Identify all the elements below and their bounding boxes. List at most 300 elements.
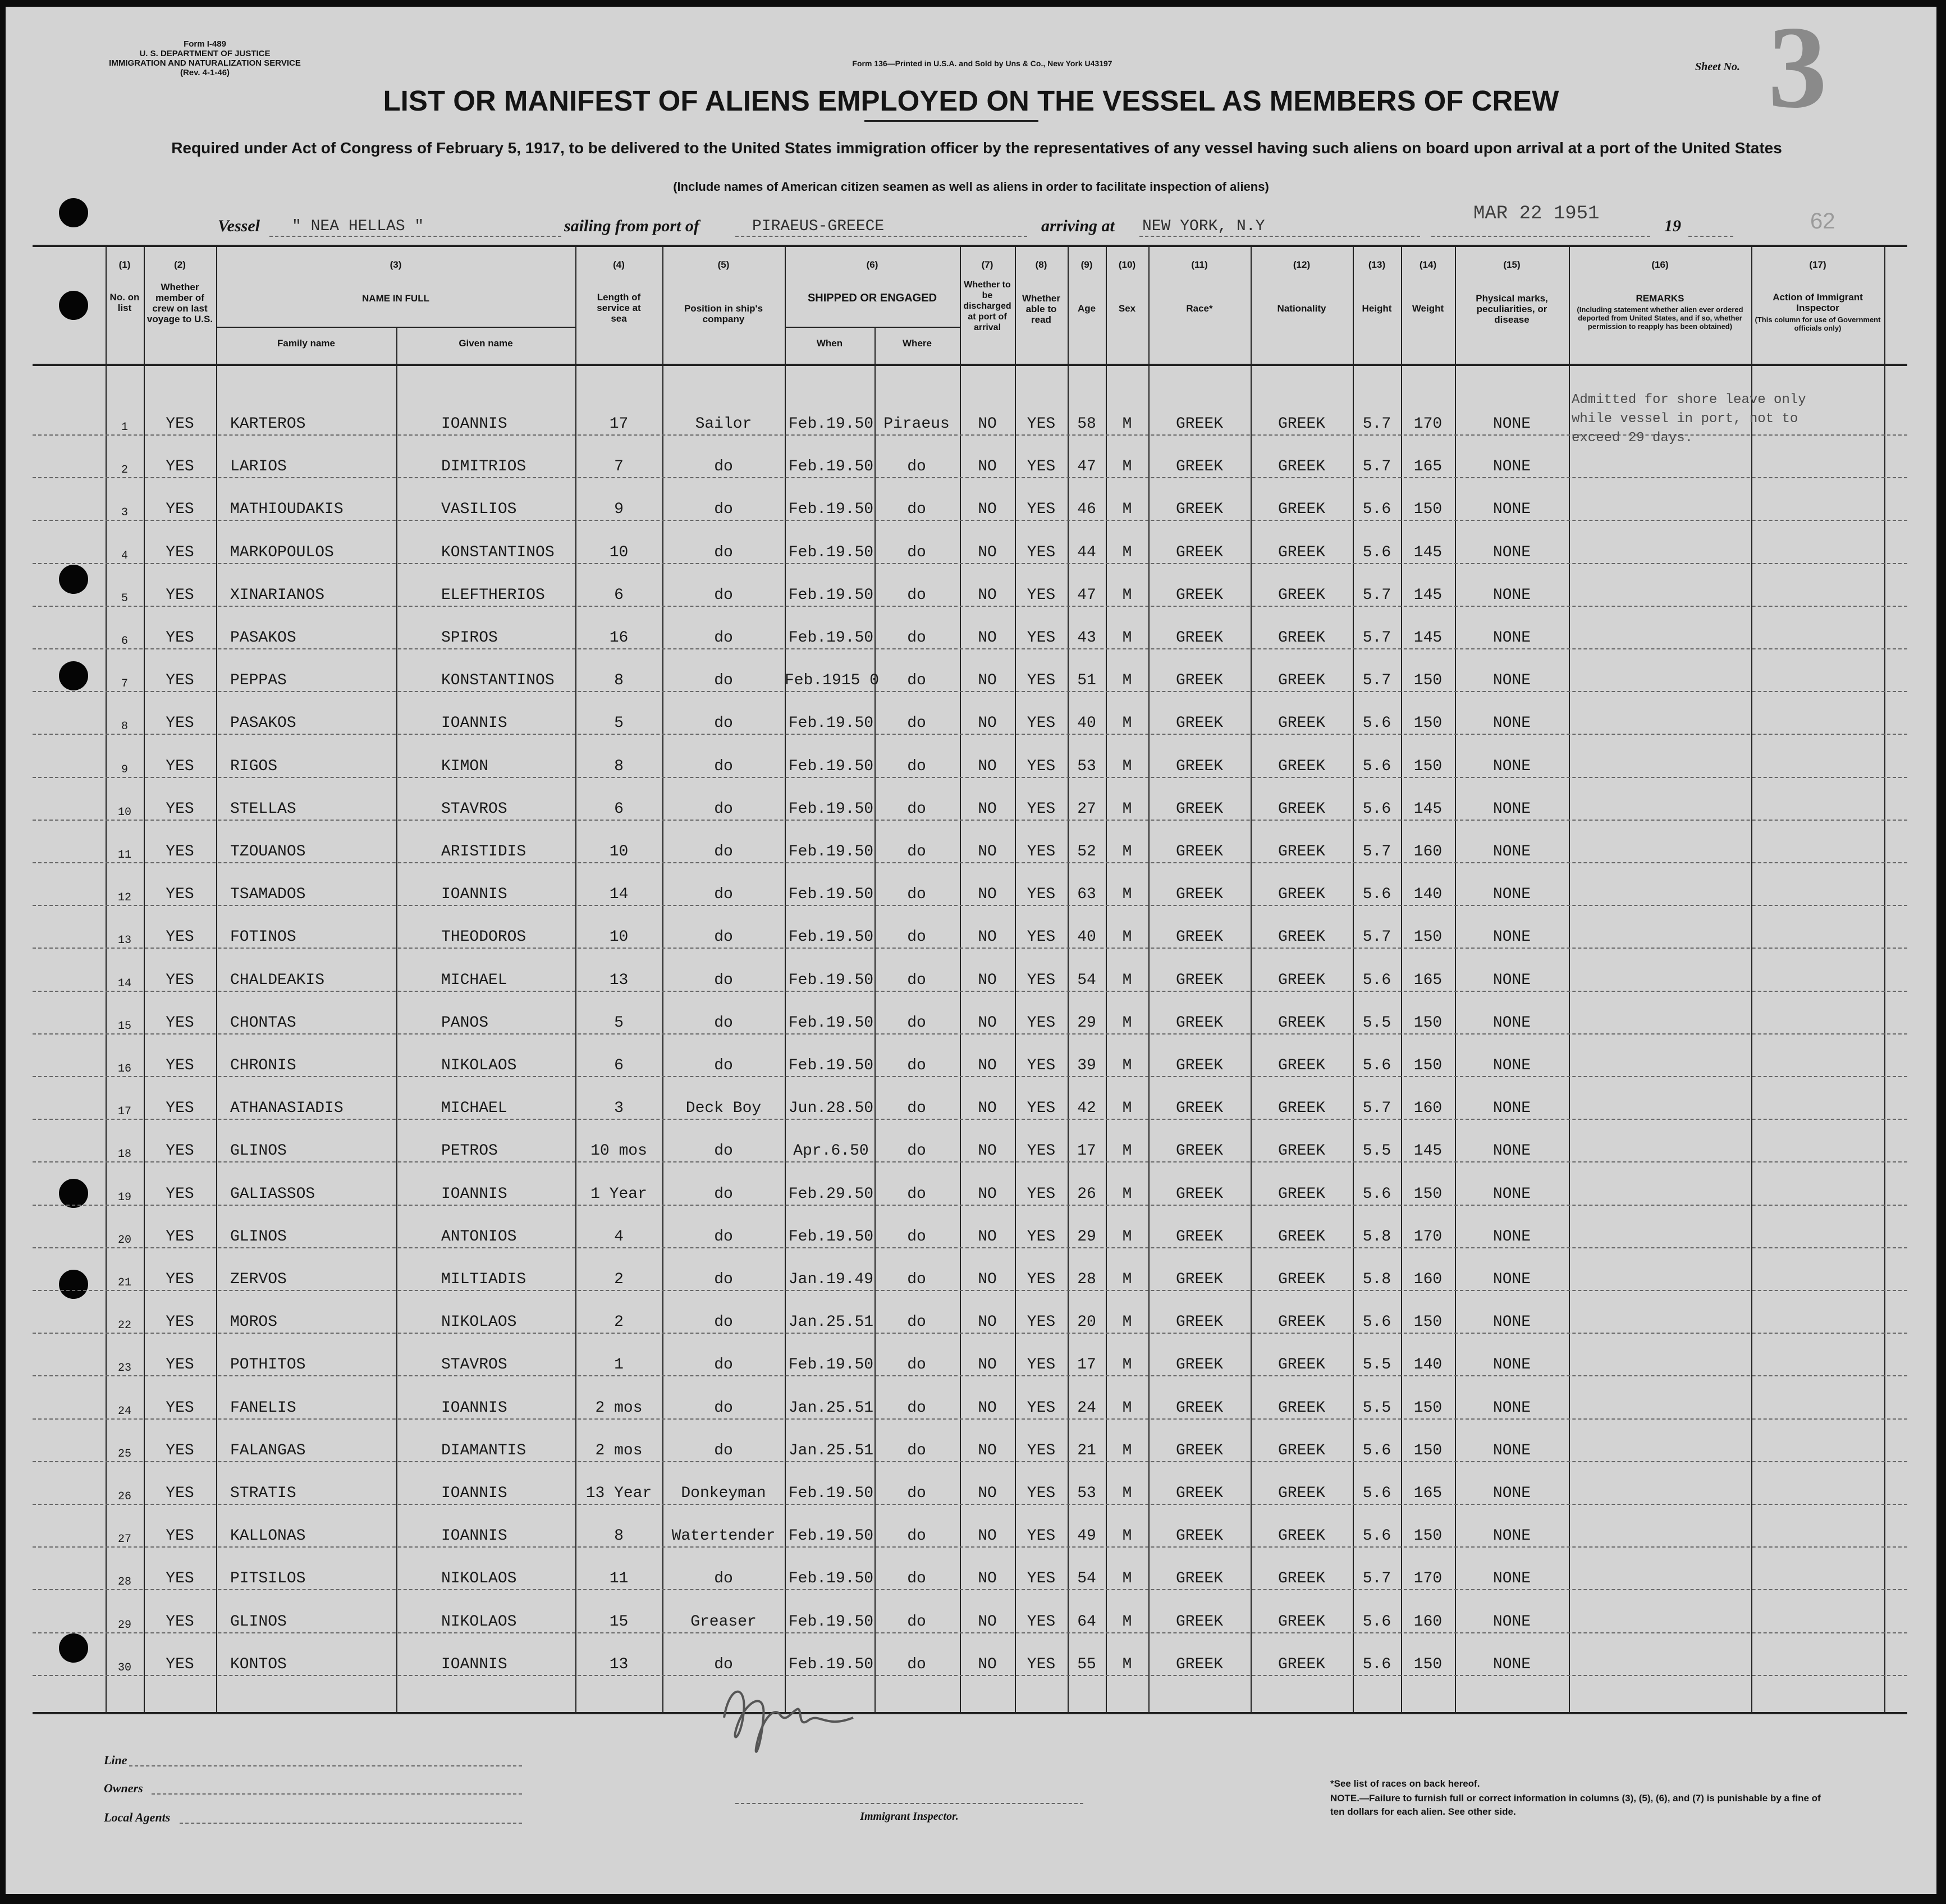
footer-owners-label: Owners [104,1781,143,1795]
race: GREEK [1175,1313,1223,1331]
given-name: ANTONIOS [441,1228,517,1246]
race: GREEK [1175,544,1223,561]
age: 53 [1077,758,1096,775]
vessel-name: " NEA HELLAS " [292,218,424,235]
nationality: GREEK [1278,415,1325,433]
crew-last-voyage: YES [166,758,194,775]
length-of-service: 9 [614,501,624,518]
discharged: NO [978,1656,997,1673]
able-to-read: YES [1027,458,1056,475]
ship-position: do [714,928,733,946]
height: 5.7 [1362,458,1391,475]
sex: M [1122,843,1132,861]
race: GREEK [1175,843,1223,861]
weight: 170 [1413,1570,1443,1587]
age: 49 [1077,1527,1096,1545]
table-row [0,1435,1946,1478]
ship-position: Watertender [671,1527,776,1545]
physical-marks: NONE [1492,544,1531,561]
physical-marks: NONE [1492,1186,1531,1203]
shipped-where: do [907,800,926,818]
shipped-where: do [907,1485,926,1502]
row-rule [33,1119,1907,1120]
race: GREEK [1175,972,1223,989]
family-name: TZOUANOS [230,843,306,861]
table-row [0,1393,1946,1435]
family-name: TSAMADOS [230,886,306,903]
family-name: PEPPAS [230,672,287,689]
age: 29 [1077,1014,1096,1032]
nationality: GREEK [1278,1057,1325,1074]
ship-position: do [714,843,733,861]
row-rule [33,520,1907,521]
given-name: NIKOLAOS [441,1570,517,1587]
discharged: NO [978,1313,997,1331]
table-row [0,665,1946,708]
age: 20 [1077,1313,1096,1331]
physical-marks: NONE [1492,1485,1531,1502]
crew-last-voyage: YES [166,1186,194,1203]
discharged: NO [978,458,997,475]
age: 43 [1077,629,1096,647]
shipped-when: Feb.19.50 [788,629,874,647]
row-number: 11 [117,849,131,862]
col17-header: Action of Immigrant Inspector [1773,292,1863,313]
row-rule [33,1161,1907,1162]
col2-number: (2) [174,259,186,270]
sheet-number: 3 [1768,2,1827,132]
table-bottom-rule [33,1712,1907,1714]
col4-number: (4) [613,259,625,270]
able-to-read: YES [1027,1356,1056,1374]
age: 28 [1077,1271,1096,1288]
row-number: 27 [117,1533,131,1546]
shipped-when: Feb.19.50 [788,1527,874,1545]
age: 29 [1077,1228,1096,1246]
able-to-read: YES [1027,1485,1056,1502]
given-name: MICHAEL [441,972,507,989]
weight: 160 [1413,843,1443,861]
family-name: MARKOPOULOS [230,544,334,561]
age: 17 [1077,1356,1096,1374]
sex: M [1122,1186,1132,1203]
age: 54 [1077,972,1096,989]
table-row [0,1349,1946,1392]
length-of-service: 5 [614,715,624,732]
shipped-where: do [907,458,926,475]
race: GREEK [1175,758,1223,775]
row-rule [33,1589,1907,1590]
shipped-where: do [907,758,926,775]
table-row [0,1093,1946,1136]
discharged: NO [978,1186,997,1203]
col4-header: Length of service at sea [597,292,641,324]
row-rule [33,1546,1907,1548]
col2-header: Whether member of crew on last voyage to U.S. [146,282,213,324]
weight: 150 [1413,1656,1443,1673]
ship-position: do [714,501,733,518]
weight: 145 [1413,800,1443,818]
length-of-service: 2 [614,1271,624,1288]
margin-mark: 62 [1810,209,1835,234]
ship-position: do [714,1014,733,1032]
height: 5.7 [1362,843,1391,861]
discharged: NO [978,843,997,861]
crew-last-voyage: YES [166,1613,194,1631]
row-rule [33,777,1907,778]
able-to-read: YES [1027,501,1056,518]
crew-last-voyage: YES [166,1313,194,1331]
nationality: GREEK [1278,1142,1325,1160]
age: 63 [1077,886,1096,903]
shipped-where: do [907,1399,926,1417]
sex: M [1122,458,1132,475]
row-number: 12 [117,891,131,904]
table-row [0,965,1946,1008]
length-of-service: 2 [614,1313,624,1331]
nationality: GREEK [1278,1527,1325,1545]
family-name: STRATIS [230,1485,296,1502]
race: GREEK [1175,715,1223,732]
shipped-when: Feb.19.50 [788,1228,874,1246]
given-name: THEODOROS [441,928,526,946]
table-row [0,1521,1946,1563]
weight: 145 [1413,629,1443,647]
physical-marks: NONE [1492,629,1531,647]
shipped-when: Feb.19.50 [788,1057,874,1074]
race: GREEK [1175,800,1223,818]
shipped-when: Feb.19.50 [788,886,874,903]
col3-header: NAME IN FULL [362,293,429,304]
family-name: PASAKOS [230,629,296,647]
weight: 170 [1413,415,1443,433]
height: 5.6 [1362,1613,1391,1631]
age: 39 [1077,1057,1096,1074]
shipped-where: do [907,886,926,903]
given-name: SPIROS [441,629,498,647]
subnote: (Include names of American citizen seamen as well as aliens in order to facilitate inspection of aliens) [673,180,1269,194]
discharged: NO [978,629,997,647]
height: 5.7 [1362,1570,1391,1587]
height: 5.6 [1362,972,1391,989]
weight: 150 [1413,715,1443,732]
discharged: NO [978,1100,997,1117]
row-rule [33,477,1907,478]
vessel-rule [269,236,561,237]
family-name: MOROS [230,1313,278,1331]
footer-agents-label: Local Agents [104,1810,171,1824]
family-name: ZERVOS [230,1271,287,1288]
physical-marks: NONE [1492,1100,1531,1117]
nationality: GREEK [1278,1228,1325,1246]
row-rule [33,1033,1907,1035]
sex: M [1122,1570,1132,1587]
punch-hole [59,291,88,320]
table-row [0,1264,1946,1307]
sex: M [1122,886,1132,903]
table-row [0,1136,1946,1178]
weight: 150 [1413,501,1443,518]
row-number: 15 [117,1020,131,1033]
discharged: NO [978,1485,997,1502]
able-to-read: YES [1027,1100,1056,1117]
discharged: NO [978,928,997,946]
crew-last-voyage: YES [166,415,194,433]
row-rule [33,948,1907,949]
weight: 160 [1413,1271,1443,1288]
col5-number: (5) [717,259,730,270]
age: 54 [1077,1570,1096,1587]
ship-position: Donkeyman [681,1485,766,1502]
table-row [0,794,1946,836]
physical-marks: NONE [1492,758,1531,775]
discharged: NO [978,672,997,689]
weight: 165 [1413,458,1443,475]
family-name: FOTINOS [230,928,296,946]
able-to-read: YES [1027,1442,1056,1459]
given-name: MILTIADIS [441,1271,526,1288]
physical-marks: NONE [1492,672,1531,689]
ship-position: do [714,1399,733,1417]
row-rule [33,1205,1907,1206]
able-to-read: YES [1027,1271,1056,1288]
footer-line-rule [129,1765,522,1766]
family-name: FANELIS [230,1399,296,1417]
race: GREEK [1175,501,1223,518]
col16-subheader: (Including statement whether alien ever ordered deported from United States, and if so, whether permission to reapply has been obtained) [1577,305,1743,331]
weight: 150 [1413,928,1443,946]
crew-last-voyage: YES [166,458,194,475]
height: 5.6 [1362,1057,1391,1074]
sheet-label: Sheet No. [1695,61,1740,73]
height: 5.8 [1362,1228,1391,1246]
shipped-when: Jan.19.49 [788,1271,874,1288]
crew-last-voyage: YES [166,715,194,732]
given-name: IOANNIS [441,1527,507,1545]
height: 5.7 [1362,1100,1391,1117]
row-rule [33,1504,1907,1505]
table-row [0,1563,1946,1606]
col16-number: (16) [1651,259,1669,270]
discharged: NO [978,972,997,989]
nationality: GREEK [1278,1656,1325,1673]
sex: M [1122,544,1132,561]
physical-marks: NONE [1492,1399,1531,1417]
sex: M [1122,629,1132,647]
shipped-where: do [907,1613,926,1631]
crew-last-voyage: YES [166,800,194,818]
nationality: GREEK [1278,758,1325,775]
shipped-where: do [907,1057,926,1074]
shipped-where: do [907,1356,926,1374]
vessel-label: Vessel [218,217,260,235]
nationality: GREEK [1278,458,1325,475]
length-of-service: 17 [609,415,629,433]
length-of-service: 13 [609,972,629,989]
col8-header: Whether able to read [1022,293,1060,325]
row-number: 30 [117,1662,131,1674]
ship-position: do [714,1656,733,1673]
discharged: NO [978,1228,997,1246]
age: 44 [1077,544,1096,561]
family-name: CHONTAS [230,1014,296,1032]
col10-number: (10) [1118,259,1136,270]
year-rule [1688,236,1733,237]
discharged: NO [978,1527,997,1545]
crew-last-voyage: YES [166,629,194,647]
ship-position: do [714,1313,733,1331]
race: GREEK [1175,1656,1223,1673]
race: GREEK [1175,1057,1223,1074]
row-rule [33,1375,1907,1376]
sex: M [1122,1313,1132,1331]
shipped-when: Feb.19.50 [788,1656,874,1673]
row-rule [33,862,1907,863]
discharged: NO [978,758,997,775]
col3-given-header: Given name [459,338,513,349]
race: GREEK [1175,1527,1223,1545]
age: 40 [1077,928,1096,946]
table-row [0,1050,1946,1093]
crew-last-voyage: YES [166,1356,194,1374]
sex: M [1122,1613,1132,1631]
shipped-where: do [907,1313,926,1331]
crew-last-voyage: YES [166,1442,194,1459]
shipped-when: Feb.19.50 [788,1570,874,1587]
physical-marks: NONE [1492,972,1531,989]
physical-marks: NONE [1492,415,1531,433]
age: 40 [1077,715,1096,732]
given-name: IOANNIS [441,1399,507,1417]
given-name: ELEFTHERIOS [441,587,545,604]
age: 17 [1077,1142,1096,1160]
able-to-read: YES [1027,587,1056,604]
nationality: GREEK [1278,715,1325,732]
race-note: *See list of races on back hereof. [1330,1778,1480,1789]
col8-number: (8) [1035,259,1047,270]
shipped-where: do [907,928,926,946]
weight: 170 [1413,1228,1443,1246]
able-to-read: YES [1027,800,1056,818]
ship-position: do [714,1186,733,1203]
crew-last-voyage: YES [166,1527,194,1545]
nationality: GREEK [1278,672,1325,689]
sex: M [1122,1399,1132,1417]
family-name: POTHITOS [230,1356,306,1374]
sex: M [1122,587,1132,604]
physical-marks: NONE [1492,458,1531,475]
length-of-service: 4 [614,1228,624,1246]
shipped-when: Jan.25.51 [788,1399,874,1417]
row-number: 20 [117,1234,131,1247]
given-name: STAVROS [441,1356,507,1374]
length-of-service: 1 [614,1356,624,1374]
sex: M [1122,1656,1132,1673]
shipped-when: Feb.19.50 [788,843,874,861]
able-to-read: YES [1027,1014,1056,1032]
length-of-service: 10 [609,843,629,861]
discharged: NO [978,1271,997,1288]
given-name: NIKOLAOS [441,1613,517,1631]
crew-last-voyage: YES [166,1057,194,1074]
race: GREEK [1175,1142,1223,1160]
shipped-where: do [907,972,926,989]
remarks-stamp: Admitted for shore leave only while vessel in port, not to exceed 29 days. [1572,392,1806,446]
height: 5.6 [1362,800,1391,818]
row-number: 16 [117,1063,131,1075]
height: 5.6 [1362,1656,1391,1673]
crew-last-voyage: YES [166,1142,194,1160]
age: 55 [1077,1656,1096,1673]
sex: M [1122,972,1132,989]
crew-last-voyage: YES [166,1271,194,1288]
sex: M [1122,928,1132,946]
length-of-service: 10 [609,928,629,946]
row-number: 4 [121,550,128,562]
shipped-where: do [907,1271,926,1288]
physical-marks: NONE [1492,501,1531,518]
row-rule [33,1290,1907,1291]
ship-position: do [714,1057,733,1074]
able-to-read: YES [1027,1527,1056,1545]
age: 47 [1077,458,1096,475]
table-row [0,1478,1946,1521]
given-name: ARISTIDIS [441,843,526,861]
given-name: KONSTANTINOS [441,672,555,689]
height: 5.7 [1362,629,1391,647]
race: GREEK [1175,587,1223,604]
family-name: PITSILOS [230,1570,306,1587]
crew-last-voyage: YES [166,587,194,604]
nationality: GREEK [1278,629,1325,647]
nationality: GREEK [1278,1356,1325,1374]
col6-header: SHIPPED OR ENGAGED [807,292,937,304]
row-rule [33,1675,1907,1676]
ship-position: do [714,972,733,989]
col15-header: Physical marks, peculiarities, or disease [1476,293,1548,325]
weight: 140 [1413,1356,1443,1374]
table-row [0,1307,1946,1349]
sex: M [1122,1271,1132,1288]
family-name: ATHANASIADIS [230,1100,344,1117]
physical-marks: NONE [1492,715,1531,732]
table-row [0,451,1946,494]
given-name: IOANNIS [441,415,507,433]
physical-marks: NONE [1492,928,1531,946]
col6-when-header: When [816,338,843,349]
given-name: MICHAEL [441,1100,507,1117]
punch-hole [59,198,88,227]
length-of-service: 7 [614,458,624,475]
weight: 165 [1413,972,1443,989]
able-to-read: YES [1027,544,1056,561]
ship-position: do [714,1570,733,1587]
row-rule [33,1333,1907,1334]
row-rule [33,734,1907,735]
physical-marks: NONE [1492,1356,1531,1374]
given-name: IOANNIS [441,1656,507,1673]
physical-marks: NONE [1492,1570,1531,1587]
crew-last-voyage: YES [166,1100,194,1117]
col16-header: REMARKS [1636,293,1684,304]
row-number: 9 [121,763,128,776]
weight: 160 [1413,1100,1443,1117]
race: GREEK [1175,1100,1223,1117]
length-of-service: 15 [609,1613,629,1631]
shipped-where: Piraeus [883,415,950,433]
given-name: IOANNIS [441,715,507,732]
nationality: GREEK [1278,1442,1325,1459]
